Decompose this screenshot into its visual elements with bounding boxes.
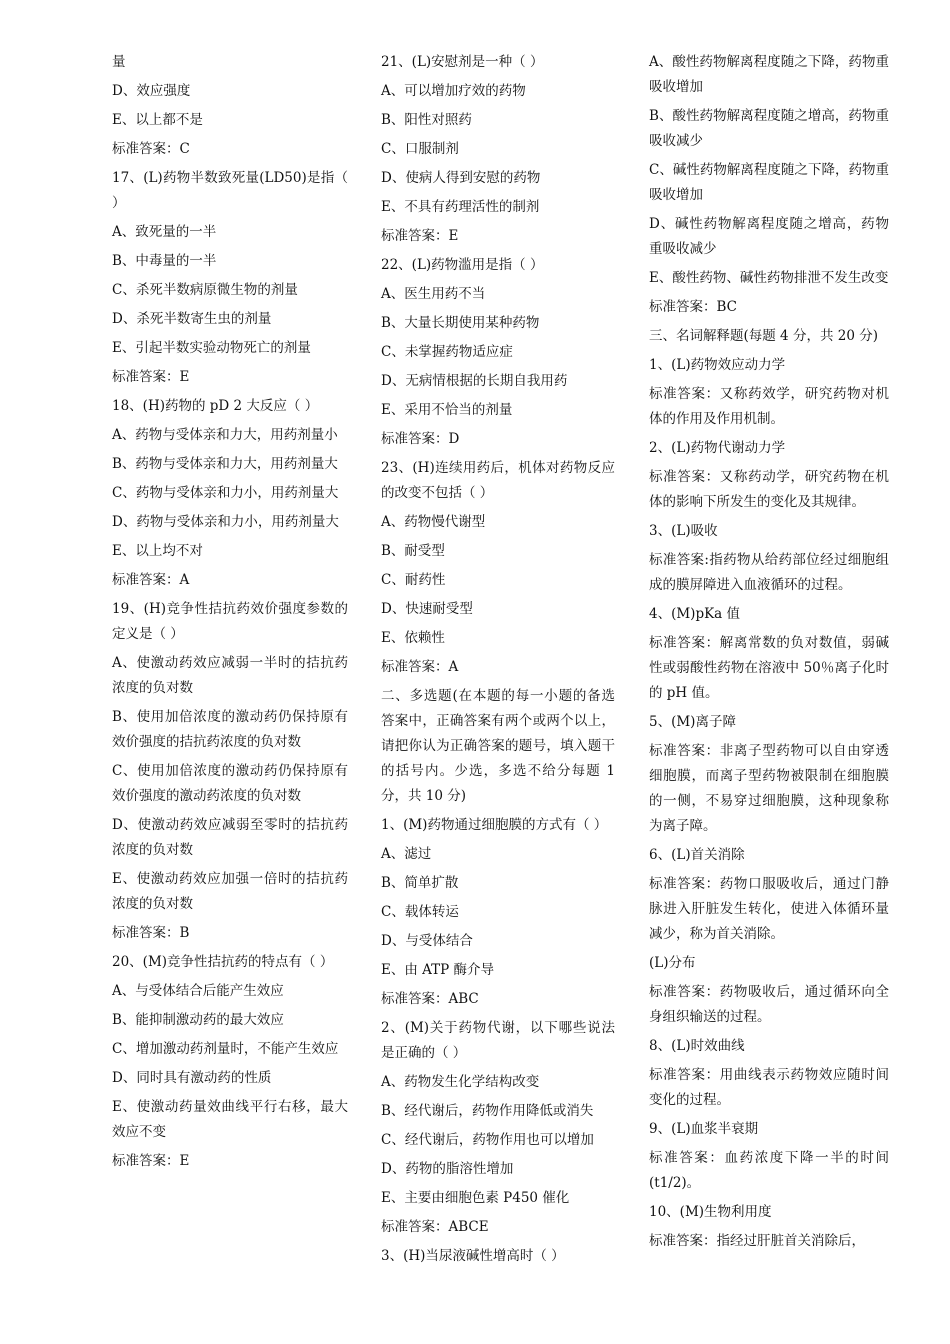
text-line: 标准答案：又称药效学，研究药物对机体的作用及作用机制。 [649,386,889,427]
text-line: D、碱性药物解离程度随之增高，药物重吸收减少 [649,216,889,257]
text-column-right [649,50,889,1258]
text-line: A、药物发生化学结构改变 [381,1074,540,1090]
text-line: A、与受体结合后能产生效应 [112,983,284,999]
text-column-middle [381,50,615,1273]
text-line: B、阳性对照药 [381,112,472,128]
text-column-left [112,50,348,1178]
text-line: E、使激动药量效曲线平行右移，最大效应不变 [112,1099,348,1140]
text-line: E、以上都不是 [112,112,203,128]
text-line: C、载体转运 [381,904,459,920]
text-line: 10、(M)生物利用度 [649,1204,772,1220]
text-line: A、致死量的一半 [112,224,217,240]
text-line: E、依赖性 [381,630,445,646]
text-line: D、快速耐受型 [381,601,473,617]
text-line: 9、(L)血浆半衰期 [649,1121,759,1137]
text-line: 17、(L)药物半数致死量(LD50)是指（ ） [112,170,348,211]
text-line: A、药物慢代谢型 [381,514,486,530]
text-line: D、同时具有激动药的性质 [112,1070,272,1086]
text-line: 标准答案：用曲线表示药物效应随时间变化的过程。 [649,1067,889,1108]
text-line: 标准答案：又称药动学，研究药物在机体的影响下所发生的变化及其规律。 [649,469,889,510]
text-line: D、药物与受体亲和力小，用药剂量大 [112,514,339,530]
text-line: 标准答案:指药物从给药部位经过细胞组成的膜屏障进入血液循环的过程。 [649,552,889,593]
text-line: 标准答案：C [112,141,190,157]
text-line: 标准答案：E [112,1153,190,1169]
text-line: D、杀死半数寄生虫的剂量 [112,311,272,327]
text-line: B、酸性药物解离程度随之增高，药物重吸收减少 [649,108,889,149]
text-line: B、使用加倍浓度的激动药仍保持原有效价强度的拮抗药浓度的负对数 [112,709,348,750]
text-line: E、以上均不对 [112,543,203,559]
text-line: E、引起半数实验动物死亡的剂量 [112,340,311,356]
text-line: B、经代谢后，药物作用降低或消失 [381,1103,594,1119]
text-line: B、简单扩散 [381,875,459,891]
text-line: 2、(M)关于药物代谢，以下哪些说法是正确的（ ） [381,1020,615,1061]
text-line: B、中毒量的一半 [112,253,217,269]
text-line: A、药物与受体亲和力大，用药剂量小 [112,427,338,443]
text-line: 23、(H)连续用药后，机体对药物反应的改变不包括（ ） [381,460,615,501]
text-line: C、碱性药物解离程度随之下降，药物重吸收增加 [649,162,889,203]
text-line: 标准答案：ABCE [381,1219,489,1235]
text-line: A、医生用药不当 [381,286,486,302]
text-line: 5、(M)离子障 [649,714,736,730]
text-line: A、酸性药物解离程度随之下降，药物重吸收增加 [649,54,889,95]
text-line: 20、(M)竞争性拮抗药的特点有（ ） [112,954,334,970]
text-line: 21、(L)安慰剂是一种（ ） [381,54,544,70]
text-line: 标准答案：A [381,659,459,675]
text-line: E、酸性药物、碱性药物排泄不发生改变 [649,270,889,286]
text-line: 6、(L)首关消除 [649,847,745,863]
text-line: E、主要由细胞色素 P450 催化 [381,1190,570,1206]
text-line: A、滤过 [381,846,432,862]
text-line: B、大量长期使用某种药物 [381,315,540,331]
text-line: 标准答案：B [112,925,190,941]
text-line: 标准答案：药物口服吸收后，通过门静脉进入肝脏发生转化，使进入体循环量减少，称为首关消除。 [649,876,889,942]
text-line: C、杀死半数病原微生物的剂量 [112,282,298,298]
text-line: D、药物的脂溶性增加 [381,1161,514,1177]
text-line: 二、多选题(在本题的每一小题的备选答案中，正确答案有两个或两个以上，请把你认为正确答案的题号，填入题干的括号内。少选，多选不给分每题 1 分，共 10 分) [381,688,615,804]
text-line: 2、(L)药物代谢动力学 [649,440,786,456]
text-line: 量 [112,54,126,70]
text-line: 3、(H)当尿液碱性增高时（ ） [381,1248,565,1264]
text-line: 标准答案：D [381,431,460,447]
text-line: 标准答案：E [381,228,459,244]
text-line: D、使激动药效应减弱至零时的拮抗药浓度的负对数 [112,817,348,858]
text-line: E、由 ATP 酶介导 [381,962,495,978]
text-line: 标准答案：指经过肝脏首关消除后， [649,1233,865,1249]
text-line: 标准答案：BC [649,299,738,315]
text-line: E、不具有药理活性的制剂 [381,199,540,215]
text-line: A、使激动药效应减弱一半时的拮抗药浓度的负对数 [112,655,348,696]
text-line: E、使激动药效应加强一倍时的拮抗药浓度的负对数 [112,871,348,912]
text-line: B、药物与受体亲和力大，用药剂量大 [112,456,338,472]
text-line: A、可以增加疗效的药物 [381,83,526,99]
text-line: 4、(M)pKa 值 [649,606,741,622]
text-line: 19、(H)竞争性拮抗药效价强度参数的定义是（ ） [112,601,348,642]
text-line: 标准答案：血药浓度下降一半的时间(t1/2)。 [649,1150,889,1191]
text-line: 标准答案：药物吸收后，通过循环向全身组织输送的过程。 [649,984,889,1025]
text-line: C、增加激动药剂量时，不能产生效应 [112,1041,339,1057]
text-line: C、耐药性 [381,572,446,588]
text-line: 标准答案：E [112,369,190,385]
text-line: D、使病人得到安慰的药物 [381,170,541,186]
text-line: 标准答案：A [112,572,190,588]
text-line: 标准答案：ABC [381,991,479,1007]
text-line: D、效应强度 [112,83,191,99]
text-line: 1、(L)药物效应动力学 [649,357,786,373]
text-line: C、经代谢后，药物作用也可以增加 [381,1132,594,1148]
text-line: 18、(H)药物的 pD 2 大反应（ ） [112,398,319,414]
text-line: C、药物与受体亲和力小，用药剂量大 [112,485,339,501]
text-line: C、使用加倍浓度的激动药仍保持原有效价强度的激动药浓度的负对数 [112,763,348,804]
text-line: 3、(L)吸收 [649,523,718,539]
text-line: 标准答案：解离常数的负对数值，弱碱性或弱酸性药物在溶液中 50％离子化时的 pH 值。 [649,635,889,701]
text-line: C、口服制剂 [381,141,459,157]
text-line: C、未掌握药物适应症 [381,344,513,360]
text-line: (L)分布 [649,955,696,971]
text-line: D、无病情根据的长期自我用药 [381,373,568,389]
text-line: D、与受体结合 [381,933,473,949]
text-line: B、耐受型 [381,543,445,559]
text-line: 22、(L)药物滥用是指（ ） [381,257,544,273]
text-line: B、能抑制激动药的最大效应 [112,1012,284,1028]
text-line: 8、(L)时效曲线 [649,1038,745,1054]
text-line: E、采用不恰当的剂量 [381,402,513,418]
text-line: 三、名词解释题(每题 4 分，共 20 分) [649,328,878,344]
text-line: 标准答案：非离子型药物可以自由穿透细胞膜，而离子型药物被限制在细胞膜的一侧，不易穿过细胞膜，这种现象称为离子障。 [649,743,889,834]
text-line: 1、(M)药物通过细胞膜的方式有（ ） [381,817,608,833]
